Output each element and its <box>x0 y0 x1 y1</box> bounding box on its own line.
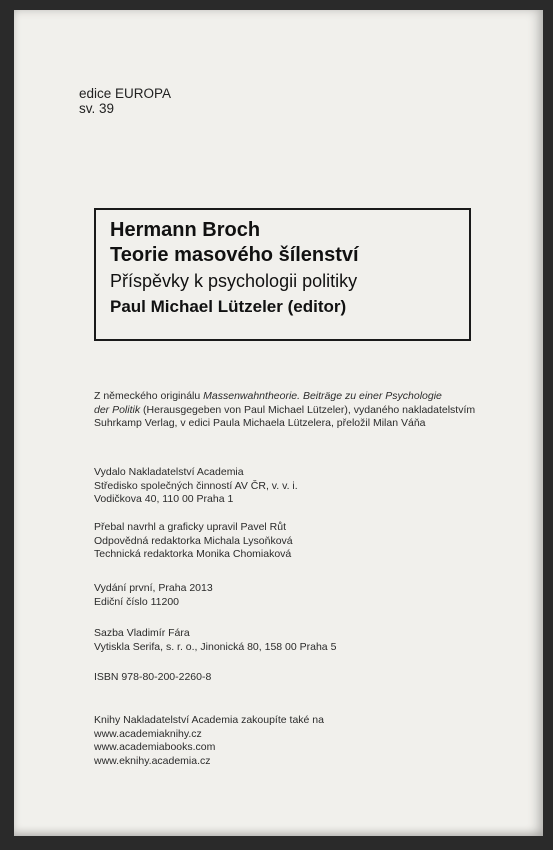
series-name: edice EUROPA <box>79 86 172 101</box>
book-subtitle: Příspěvky k psychologii politiky <box>110 271 358 291</box>
book-title: Teorie masového šílenství <box>110 244 359 266</box>
series-volume: sv. 39 <box>79 101 115 116</box>
translation-note <box>94 390 494 431</box>
publisher-line: Vydalo Nakladatelství Academia <box>94 466 244 478</box>
print-info <box>94 627 494 654</box>
publisher-info <box>94 466 494 507</box>
edition-line: Vydání první, Praha 2013 <box>94 582 213 594</box>
original-title: Massenwahntheorie. Beiträge zu einer Psychologie <box>203 390 442 402</box>
shop-url: www.academiabooks.com <box>94 741 216 753</box>
isbn-info <box>94 671 494 685</box>
edition-line: Ediční číslo 11200 <box>94 595 180 608</box>
series-info <box>79 86 171 116</box>
credit-line: Technická redaktorka Monika Chomiaková <box>94 548 292 560</box>
isbn: ISBN 978-80-200-2260-8 <box>94 671 212 683</box>
translator-line: Suhrkamp Verlag, v edici Paula Michaela Lützelera, přeložil Milan Váňa <box>94 417 426 429</box>
author-name: Hermann Broch <box>110 219 261 241</box>
publisher-line: Vodičkova 40, 110 00 Praha 1 <box>94 493 234 505</box>
translation-detail: (Herausgegeben von Paul Michael Lützeler), vydaného nakladatelstvím <box>140 403 476 416</box>
edition-info <box>94 582 494 609</box>
book-editor: Paul Michael Lützeler (editor) <box>110 297 347 316</box>
bleed-through-text <box>194 102 197 115</box>
print-line: Sazba Vladimír Fára <box>94 627 190 639</box>
credits-info <box>94 521 494 562</box>
original-title-end: der Politik <box>94 403 141 416</box>
shop-url: www.academiaknihy.cz <box>94 727 202 740</box>
credit-line: Přebal navrhl a graficky upravil Pavel Růt <box>94 521 287 533</box>
credit-line: Odpovědná redaktorka Michala Lysoňková <box>94 534 293 547</box>
title-box <box>94 208 471 341</box>
translation-prefix: Z německého originálu <box>94 390 204 402</box>
shop-url: www.eknihy.academia.cz <box>94 754 211 767</box>
shop-line: Knihy Nakladatelství Academia zakoupíte také na <box>94 714 324 726</box>
shop-info <box>94 714 494 768</box>
print-line: Vytiskla Serifa, s. r. o., Jinonická 80, 158 00 Praha 5 <box>94 640 337 653</box>
publisher-line: Středisko společných činností AV ČR, v. v. i. <box>94 479 298 492</box>
